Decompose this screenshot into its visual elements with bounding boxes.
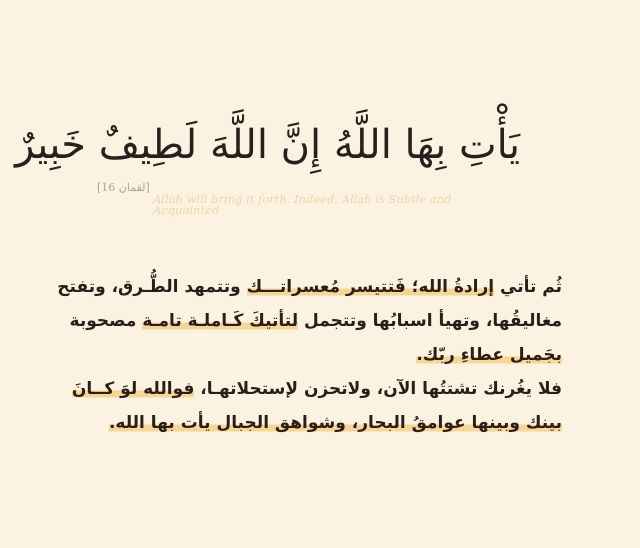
- text-segment: وتتمهد الطُّـرق، وتفتح: [57, 277, 247, 297]
- paragraph-line: [80, 408, 562, 442]
- verse-reference: [لقمان 16]: [97, 181, 150, 194]
- paragraph-line: [71, 374, 562, 408]
- quran-verse: يَأْتِ بِهَا اللَّهُ إِنَّ اللَّهَ لَطِيفٌ خَبِيرٌ: [15, 122, 520, 168]
- paragraph-line: [69, 306, 562, 340]
- paragraph-line: [57, 272, 562, 306]
- reflection-paragraph: [57, 272, 562, 442]
- highlighted-text: فوالله لوَ كــانَ: [71, 379, 195, 399]
- text-segment: مغاليقُها، وتهيأ اسبابُها وتتجمل: [298, 311, 562, 331]
- highlighted-text: لتأتيكَ كَـاملـة تامـة: [142, 311, 299, 331]
- text-segment: مصحوبة: [69, 311, 143, 331]
- text-segment: فلا يغُرنك تشتتُها الآن، ولاتحزن لإستحلاتهـا،: [194, 379, 562, 399]
- highlighted-text: إرادةُ الله؛ فَتتيسر مُعسراتـــك: [246, 277, 495, 297]
- highlighted-text: بينك وبينها عوامقُ البحار، وشواهق الجبال يأت بها الله.: [108, 413, 562, 433]
- highlighted-text: بجَميل عطاءِ ربّك.: [416, 345, 562, 365]
- paragraph-line: [80, 340, 562, 374]
- text-segment: ثُم تأتي: [494, 277, 562, 297]
- verse-translation: Allah will bring it forth. Indeed, Allah is Subtle and Acquainted: [153, 192, 452, 217]
